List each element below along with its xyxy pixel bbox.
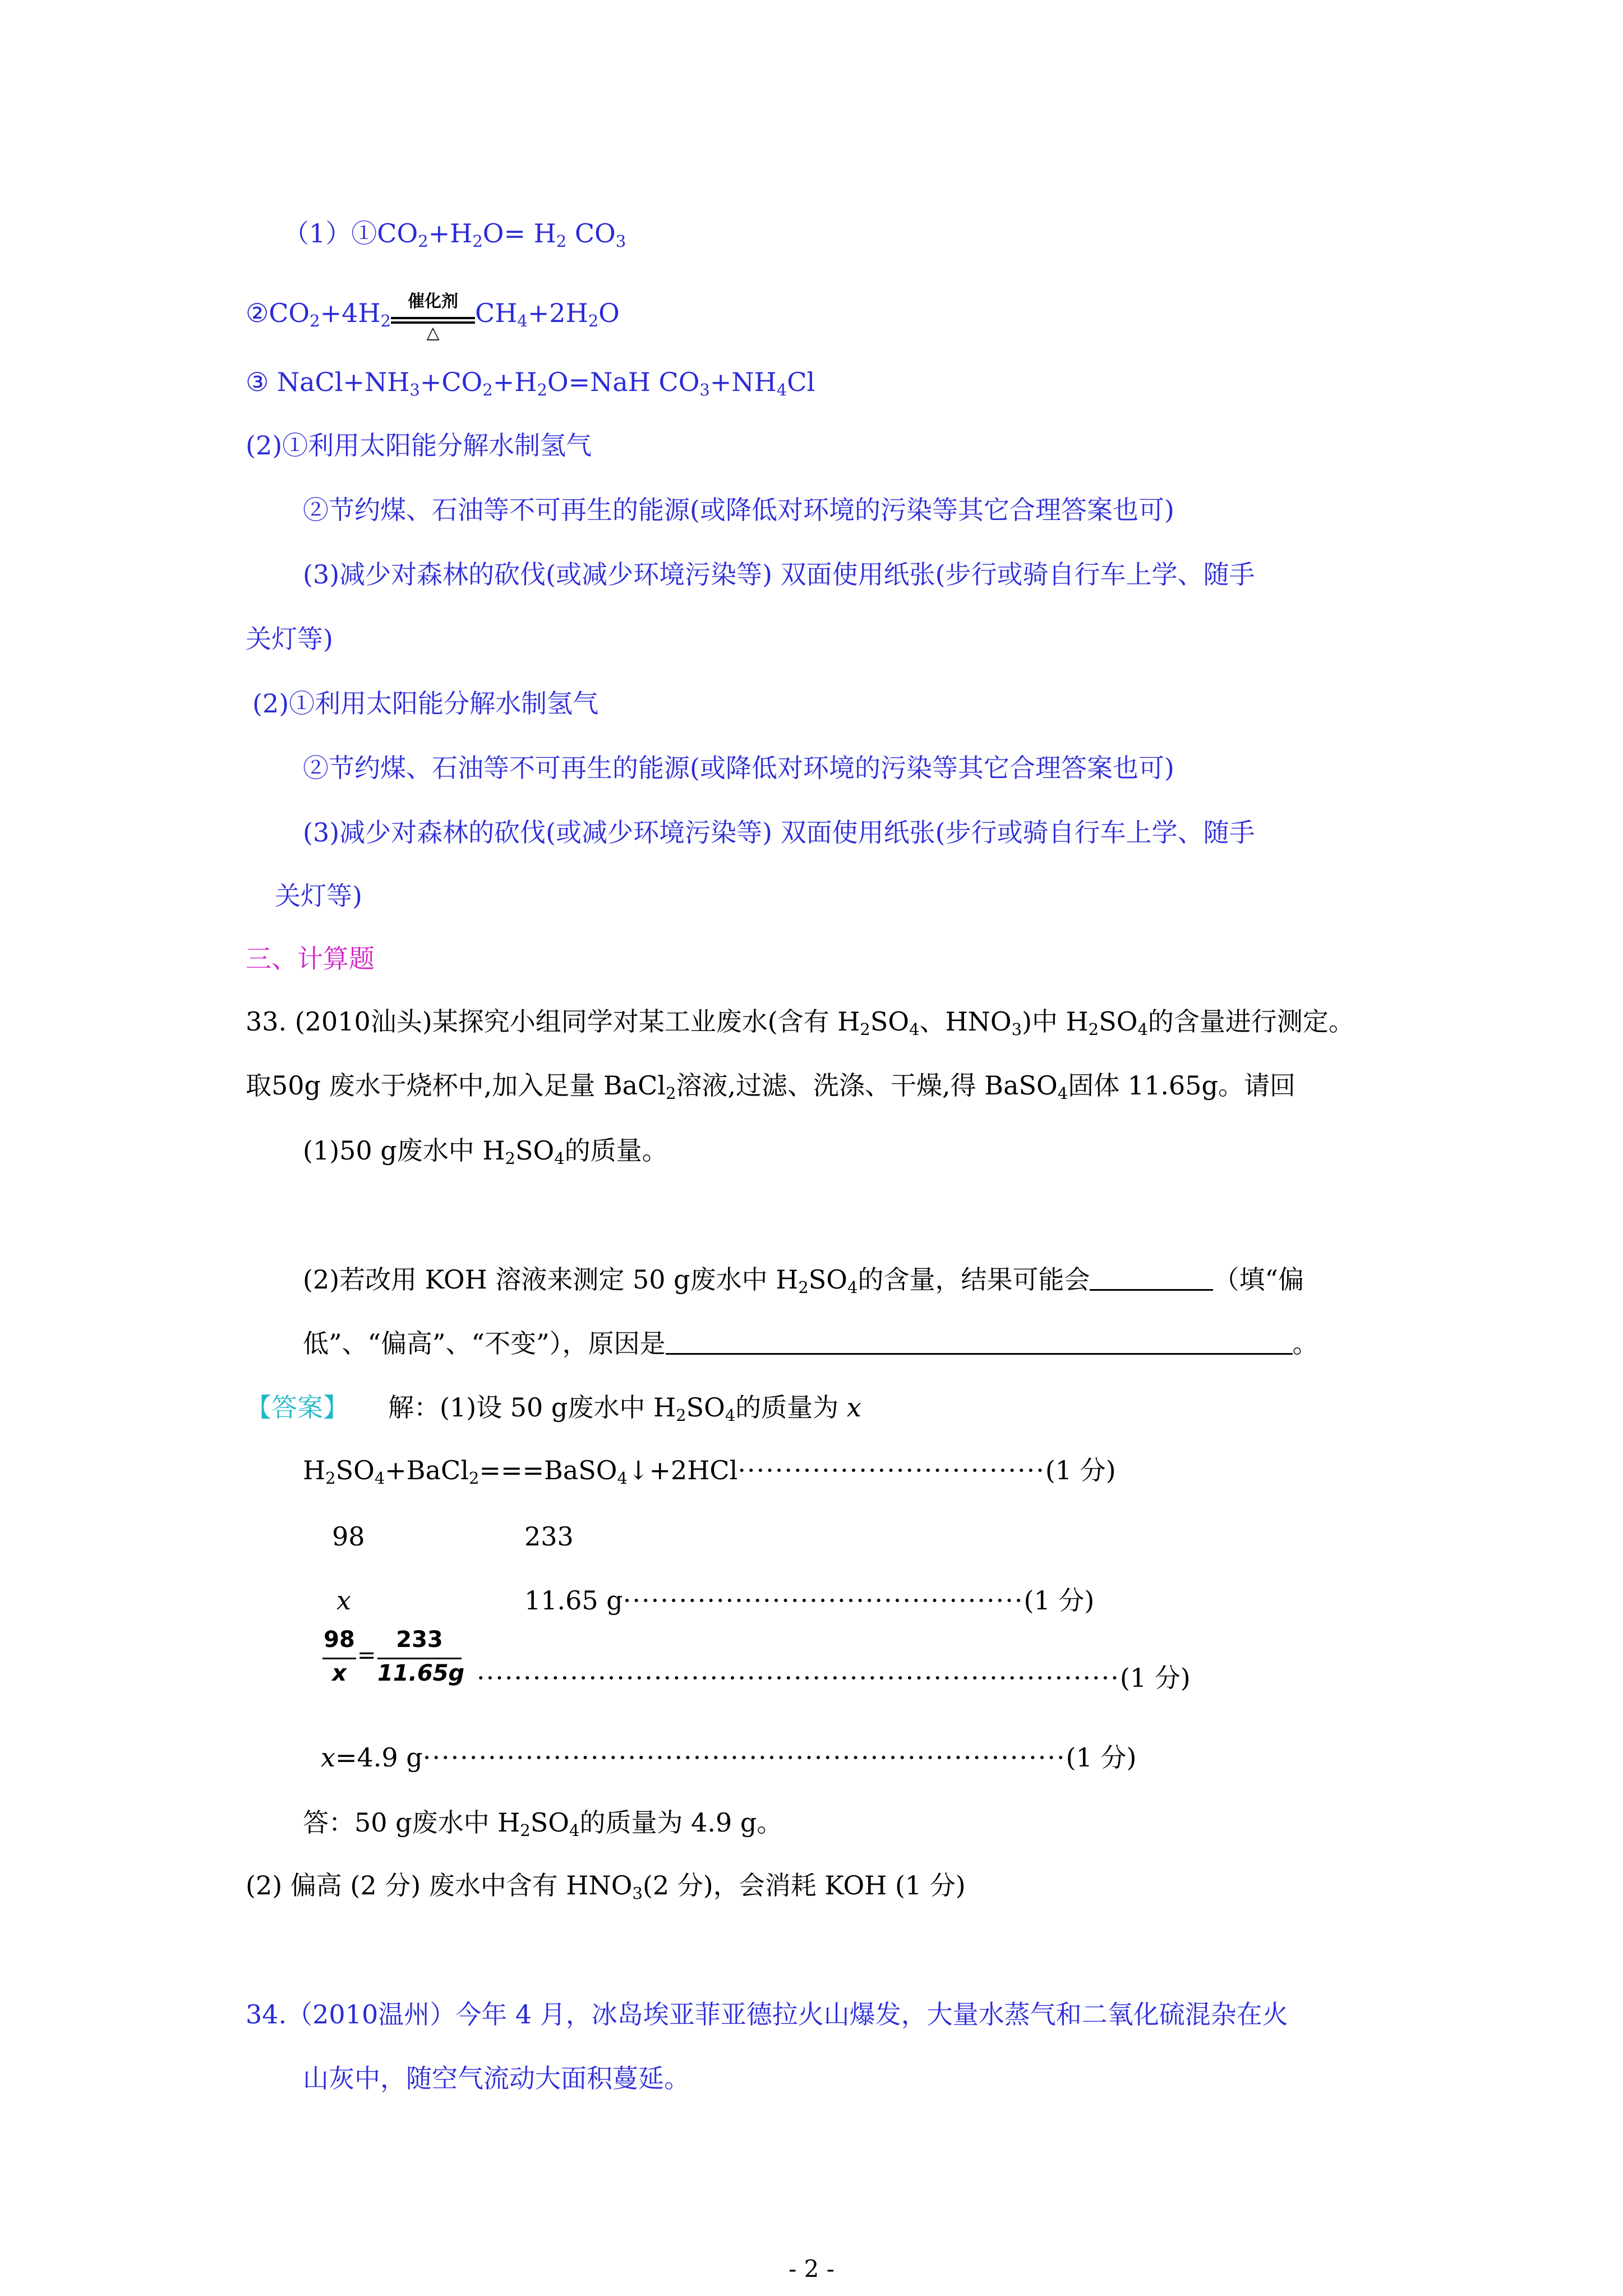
answer-line-4: (2)①利用太阳能分解水制氢气 bbox=[246, 430, 592, 461]
answer-line-11: 关灯等) bbox=[275, 881, 362, 911]
answer-line-10: (3)减少对森林的砍伐(或减少环境污染等) 双面使用纸张(步行或骑自行车上学、随手 bbox=[303, 817, 1255, 848]
variable-x: x bbox=[336, 1585, 351, 1616]
section-heading: 三、计算题 bbox=[246, 944, 375, 974]
answer-intro: 【答案】 解：(1)设 50 g废水中 $H_2SO_4$的质量为 x bbox=[246, 1392, 861, 1425]
q33-part-2: (2)若改用 KOH 溶液来测定 50 g废水中 $H_2SO_4$的含量，结果可能会 （填“偏 bbox=[303, 1264, 1304, 1297]
mass-line: 11.65 g···········································(1 分) bbox=[524, 1585, 1095, 1616]
q34-line-1: 34.（2010温州）今年 4 月，冰岛埃亚菲亚德拉火山爆发，大量水蒸气和二氧化硫混杂在火 bbox=[246, 1999, 1288, 2030]
equation-3: ③ $NaCl+NH_3+CO_2+H_2O=NaH$ $CO_3+NH_4Cl$ bbox=[246, 367, 815, 399]
equation-2: $②CO_2+4H_2$ 催化剂 △ $CH_4+2H_2O$ bbox=[246, 292, 620, 343]
answer-blank-2 bbox=[666, 1327, 1293, 1355]
proportion-fraction bbox=[322, 1627, 468, 1717]
q33-line-1: 33. (2010汕头)某探究小组同学对某工业废水(含有 $H_2SO_4$、$HNO_3$)中 $H_2SO_4$的含量进行测定。 bbox=[246, 1006, 1354, 1039]
fraction-den-1: x bbox=[332, 1660, 347, 1686]
answer-blank-1 bbox=[1090, 1263, 1213, 1291]
molar-mass-2: 233 bbox=[524, 1521, 574, 1552]
answer-line-9: ②节约煤、石油等不可再生的能源(或降低对环境的污染等其它合理答案也可) bbox=[303, 753, 1174, 783]
answer-line-5: ②节约煤、石油等不可再生的能源(或降低对环境的污染等其它合理答案也可) bbox=[303, 495, 1174, 525]
fraction-score: ·····································································(1 分) bbox=[477, 1663, 1191, 1693]
page-number: - 2 - bbox=[789, 2255, 834, 2283]
fraction-num-2: 233 bbox=[396, 1627, 443, 1653]
q33-part-1: (1)50 g废水中 $H_2SO_4$的质量。 bbox=[303, 1135, 668, 1168]
fraction-equals: = bbox=[357, 1642, 376, 1668]
molar-mass-1: 98 bbox=[332, 1521, 365, 1552]
answer-line-6: (3)减少对森林的砍伐(或减少环境污染等) 双面使用纸张(步行或骑自行车上学、随手 bbox=[303, 559, 1255, 590]
answer-label: 【答案】 bbox=[246, 1392, 349, 1423]
conclusion-line: 答：50 g废水中 $H_2SO_4$的质量为 4.9 g。 bbox=[303, 1807, 783, 1840]
part-2-answer: (2) 偏高 (2 分) 废水中含有 $HNO_3(2$ 分)，会消耗 KOH (1 分) bbox=[246, 1870, 966, 1903]
equation-1: $(1)①CO_2+H_2O= H_2$ $CO_3$ bbox=[283, 218, 626, 251]
result-line: x=4.9 g·····································································(1 分) bbox=[321, 1742, 1137, 1773]
q33-part-2-cont: 低”、“偏高”、“不变”），原因是 。 bbox=[303, 1328, 1318, 1359]
answer-line-7: 关灯等) bbox=[246, 624, 333, 654]
fraction-den-2: 11.65g bbox=[377, 1660, 465, 1686]
answer-line-8: (2)①利用太阳能分解水制氢气 bbox=[252, 688, 599, 719]
q34-line-2: 山灰中，随空气流动大面积蔓延。 bbox=[303, 2063, 690, 2093]
q33-line-2: 取50g 废水于烧杯中,加入足量 BaCl$_2$溶液,过滤、洗涤、干燥,得 BaSO$_4$固体 11.65g。请回 bbox=[246, 1070, 1295, 1103]
fraction-num-1: 98 bbox=[324, 1627, 355, 1653]
catalyst-reaction-arrow: 催化剂 △ bbox=[391, 296, 475, 330]
reaction-equation: $H_2SO_4+BaCl_2===BaSO_4↓+2HCl\cdot\cdot\cdot\cdot\cdot\cdot\cdot\cdot\cdot\cdot\cdot\cdot\cdot\cdot\cdot\cdot\cdot\cdot\cdot\cdot\cdot\cdot\cdot\cdot\cdot\cdot\cdot\cdot\cdot\cdot\cdot\cdot\cdot(1$ 分) bbox=[303, 1455, 1116, 1488]
